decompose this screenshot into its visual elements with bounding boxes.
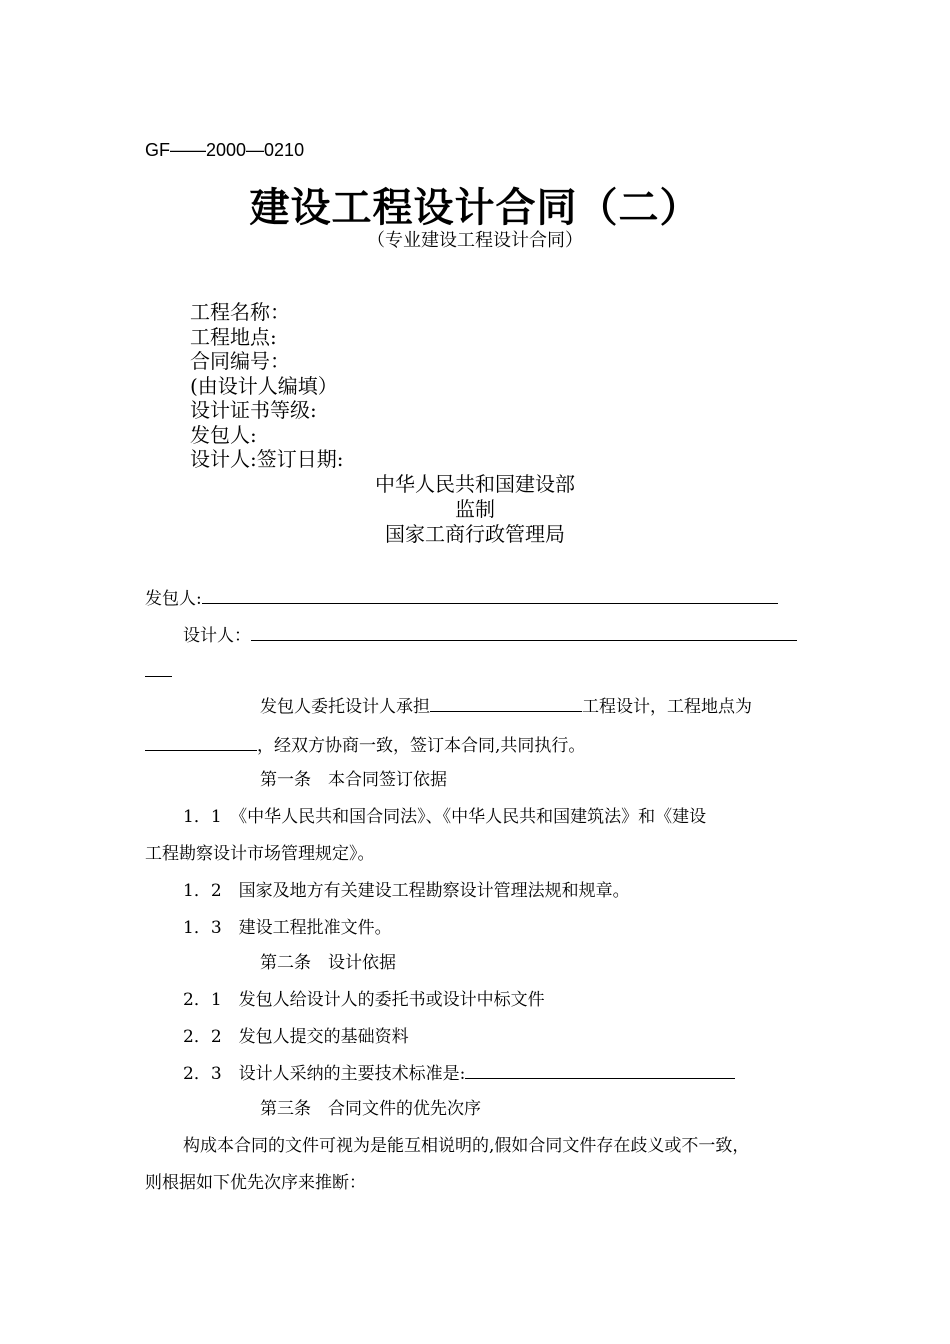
party-a-blank[interactable] (202, 589, 778, 604)
article-3-title: 第三条 合同文件的优先次序 (260, 1099, 481, 1119)
party-b-blank[interactable] (251, 626, 797, 641)
page-title: 建设工程设计合同（二） (249, 184, 701, 231)
intro-text-1: 发包人委托设计人承担 (260, 697, 430, 717)
clause-2-1: 2．1 发包人给设计人的委托书或设计中标文件 (183, 990, 545, 1010)
clause-2-3: 2．3 设计人采纳的主要技术标准是: (183, 1064, 466, 1084)
intro-text-3: ，经双方协商一致，签订本合同,共同执行。 (257, 736, 586, 756)
party-b-blank-continued[interactable] (145, 666, 172, 677)
authority-block (0, 472, 950, 547)
cover-fields (190, 300, 343, 472)
location-blank[interactable] (145, 736, 257, 751)
intro-text-2: 工程设计，工程地点为 (582, 697, 752, 717)
field-contract-number: 合同编号： (190, 349, 290, 373)
authority-administration: 国家工商行政管理局 (385, 522, 565, 546)
field-client: 发包人: (190, 422, 257, 447)
page-subtitle: （专业建设工程设计合同） (367, 230, 583, 251)
article-3-text-line-2: 则根据如下优先次序来推断： (145, 1173, 366, 1193)
clause-2-2: 2．2 发包人提交的基础资料 (183, 1027, 409, 1047)
article-2-title: 第二条 设计依据 (260, 953, 396, 973)
clause-1-2: 1．2 国家及地方有关建设工程勘察设计管理法规和规章。 (183, 881, 630, 901)
intro-line-1 (260, 692, 752, 717)
authority-supervise: 监制 (455, 497, 495, 521)
field-certificate-grade: 设计证书等级: (190, 398, 317, 422)
project-blank[interactable] (430, 697, 582, 712)
party-a-line (145, 584, 778, 609)
clause-1-1-line-1: 1．1 《中华人民共和国合同法》、《中华人民共和国建筑法》和《建设 (183, 807, 707, 827)
article-3-text-line-1: 构成本合同的文件可视为是能互相说明的,假如合同文件存在歧义或不一致， (183, 1136, 750, 1156)
clause-1-1-line-2: 工程勘察设计市场管理规定》。 (145, 844, 375, 864)
authority-ministry: 中华人民共和国建设部 (375, 472, 575, 496)
clause-1-3: 1．3 建设工程批准文件。 (183, 918, 392, 938)
party-a-label: 发包人: (145, 589, 202, 609)
field-designer-sign-date: 设计人:签订日期: (190, 447, 344, 471)
party-b-line (183, 621, 797, 646)
field-project-name: 工程名称： (190, 300, 290, 324)
field-project-location: 工程地点: (190, 324, 277, 349)
party-b-label: 设计人： (183, 626, 251, 646)
field-filled-by-designer: (由设计人编填） (190, 373, 338, 398)
intro-line-2 (145, 731, 585, 756)
contract-code: GF——2000—0210 (145, 140, 305, 160)
article-1-title: 第一条 本合同签订依据 (260, 770, 447, 790)
clause-2-3-line (183, 1059, 735, 1084)
standards-blank[interactable] (465, 1064, 735, 1079)
